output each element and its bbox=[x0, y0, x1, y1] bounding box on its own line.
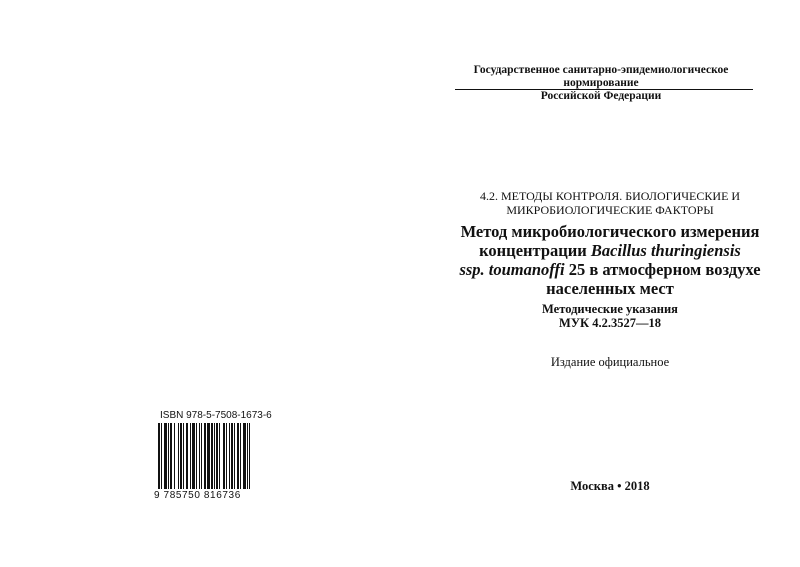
barcode-bar bbox=[223, 423, 225, 489]
barcode-bar bbox=[216, 423, 218, 489]
barcode-digits: 9 785750 816736 bbox=[154, 490, 241, 501]
barcode-bar bbox=[229, 423, 230, 489]
series-line-1: 4.2. МЕТОДЫ КОНТРОЛЯ. БИОЛОГИЧЕСКИЕ И bbox=[479, 189, 741, 203]
barcode-bar bbox=[190, 423, 191, 489]
barcode-bar bbox=[204, 423, 206, 489]
barcode-bar bbox=[178, 423, 179, 489]
doctype-line-2: МУК 4.2.3527—18 bbox=[559, 316, 661, 330]
doctype-line-1: Методические указания bbox=[542, 302, 678, 316]
barcode-bar bbox=[168, 423, 169, 489]
barcode-bar bbox=[180, 423, 182, 489]
barcode-bar bbox=[158, 423, 160, 489]
barcode-bar bbox=[234, 423, 235, 489]
barcode-bar bbox=[201, 423, 202, 489]
isbn-label: ISBN 978-5-7508-1673-6 bbox=[160, 410, 272, 421]
barcode bbox=[158, 423, 250, 489]
title-line-3-suffix: 25 в атмосферном воздухе bbox=[564, 260, 761, 279]
barcode-bar bbox=[247, 423, 248, 489]
barcode-bar bbox=[211, 423, 213, 489]
barcode-bar bbox=[161, 423, 162, 489]
header-line-1: Государственное санитарно-эпидемиологическое нормирование bbox=[473, 64, 729, 89]
header bbox=[456, 64, 746, 103]
barcode-bar bbox=[240, 423, 241, 489]
barcode-bar bbox=[183, 423, 184, 489]
document-title bbox=[450, 222, 770, 298]
barcode-bar bbox=[199, 423, 200, 489]
title-species-name: Bacillus thuringiensis bbox=[590, 241, 741, 260]
imprint: Москва • 2018 bbox=[570, 479, 650, 493]
edition-label: Издание официальное bbox=[550, 355, 670, 369]
series-heading bbox=[470, 189, 750, 217]
document-type bbox=[470, 302, 750, 330]
barcode-bar bbox=[214, 423, 215, 489]
header-rule bbox=[455, 89, 753, 90]
title-line-2 bbox=[450, 241, 770, 260]
series-line-2: МИКРОБИОЛОГИЧЕСКИЕ ФАКТОРЫ bbox=[506, 203, 714, 217]
barcode-bar bbox=[237, 423, 239, 489]
barcode-bar bbox=[170, 423, 172, 489]
barcode-bar bbox=[219, 423, 220, 489]
barcode-bar bbox=[196, 423, 197, 489]
barcode-bar bbox=[186, 423, 188, 489]
barcode-bar bbox=[207, 423, 210, 489]
barcode-bar bbox=[243, 423, 246, 489]
barcode-bar bbox=[192, 423, 195, 489]
barcode-bar bbox=[226, 423, 227, 489]
header-line-2: Российской Федерации bbox=[540, 90, 662, 102]
title-line-1: Метод микробиологического измерения bbox=[460, 222, 760, 241]
title-subspecies-name: ssp. toumanoffi bbox=[459, 260, 565, 279]
barcode-bar bbox=[174, 423, 175, 489]
title-line-4: населенных мест bbox=[546, 279, 674, 298]
barcode-bar bbox=[249, 423, 250, 489]
title-page bbox=[400, 0, 800, 567]
title-line-3 bbox=[450, 260, 770, 279]
barcode-bar bbox=[231, 423, 233, 489]
barcode-bar bbox=[164, 423, 167, 489]
title-line-2-prefix: концентрации bbox=[479, 241, 591, 260]
